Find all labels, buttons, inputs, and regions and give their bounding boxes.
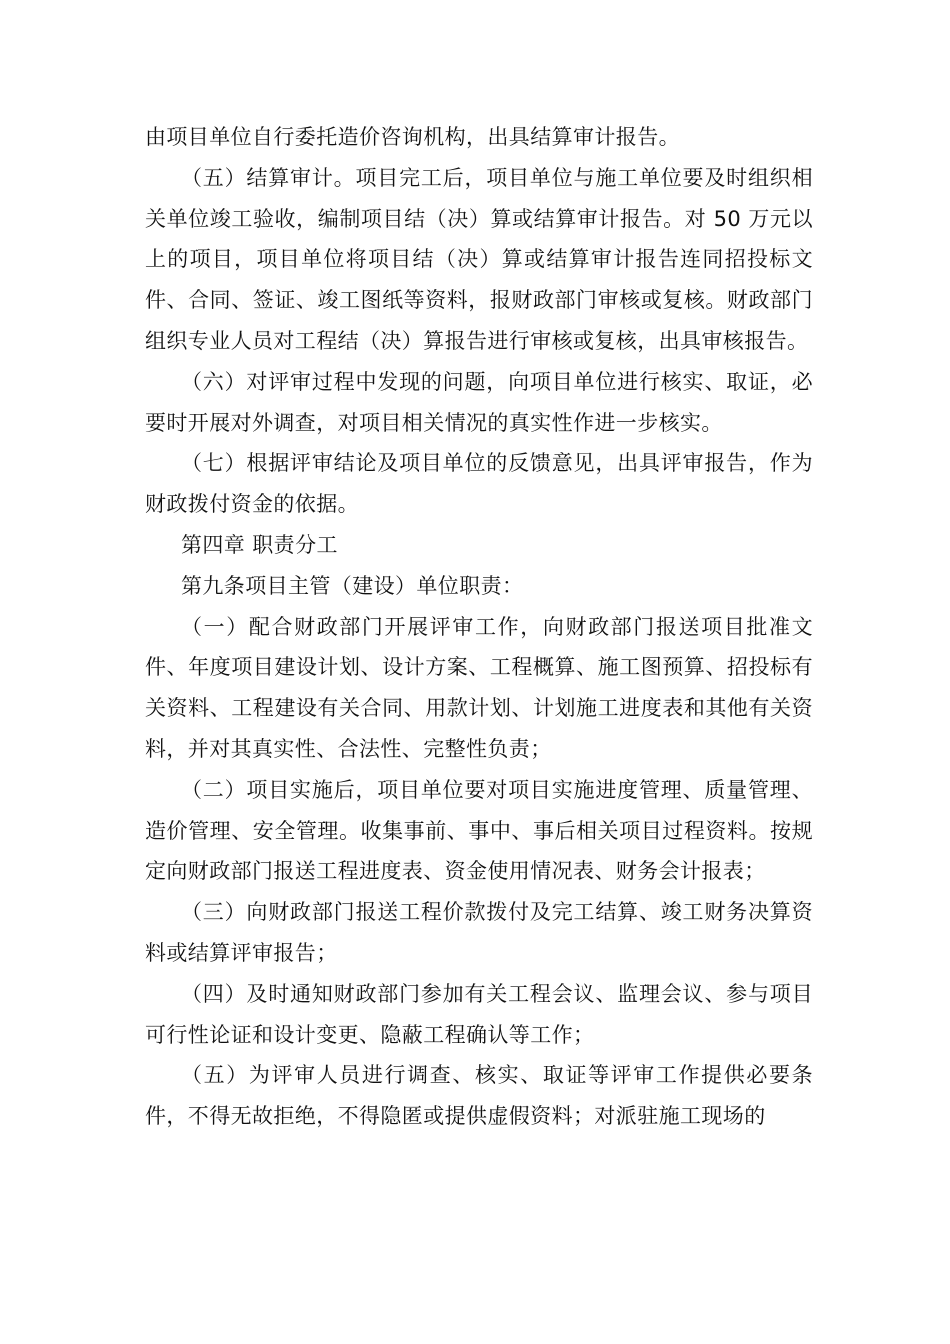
paragraph-review-report: （七）根据评审结论及项目单位的反馈意见，出具评审报告，作为财政拨付资金的依据。 <box>145 451 813 517</box>
paragraph-duty-2: （二）项目实施后，项目单位要对项目实施进度管理、质量管理、造价管理、安全管理。收集事前、事中、事后相关项目过程资料。按规定向财政部门报送工程进度表、资金使用情况表、财务会计报表； <box>145 777 813 884</box>
article-heading: 第九条项目主管（建设）单位职责： <box>181 573 524 598</box>
paragraph-duty-3: （三）向财政部门报送工程价款拨付及完工结算、竣工财务决算资料或结算评审报告； <box>145 900 813 965</box>
paragraph-settlement-audit: （五）结算审计。项目完工后，项目单位与施工单位要及时组织相关单位竣工验收，编制项目结（决）算或结算审计报告。对 50 万元以上的项目，项目单位将项目结（决）算或结算审计报告连同招投标文件、合同、签证、竣工图纸等资料，报财政部门审核或复核。财政部门组织专业人员对工程结（决）算报告进行审核或复核，出具审核报告。 <box>145 165 813 353</box>
document-body <box>145 117 813 1137</box>
paragraph-duty-4: （四）及时通知财政部门参加有关工程会议、监理会议、参与项目可行性论证和设计变更、隐蔽工程确认等工作； <box>145 981 813 1047</box>
paragraph-issue-verification: （六）对评审过程中发现的问题，向项目单位进行核实、取证，必要时开展对外调查，对项目相关情况的真实性作进一步核实。 <box>145 369 813 435</box>
paragraph-duty-1: （一）配合财政部门开展评审工作，向财政部门报送项目批准文件、年度项目建设计划、设计方案、工程概算、施工图预算、招投标有关资料、工程建设有关合同、用款计划、计划施工进度表和其他有关资料，并对其真实性、合法性、完整性负责； <box>145 614 813 761</box>
paragraph-duty-5: （五）为评审人员进行调查、核实、取证等评审工作提供必要条件，不得无故拒绝，不得隐匿或提供虚假资料；对派驻施工现场的 <box>145 1063 813 1129</box>
chapter-heading: 第四章 职责分工 <box>181 532 338 557</box>
paragraph-continuation: 由项目单位自行委托造价咨询机构，出具结算审计报告。 <box>145 125 680 149</box>
